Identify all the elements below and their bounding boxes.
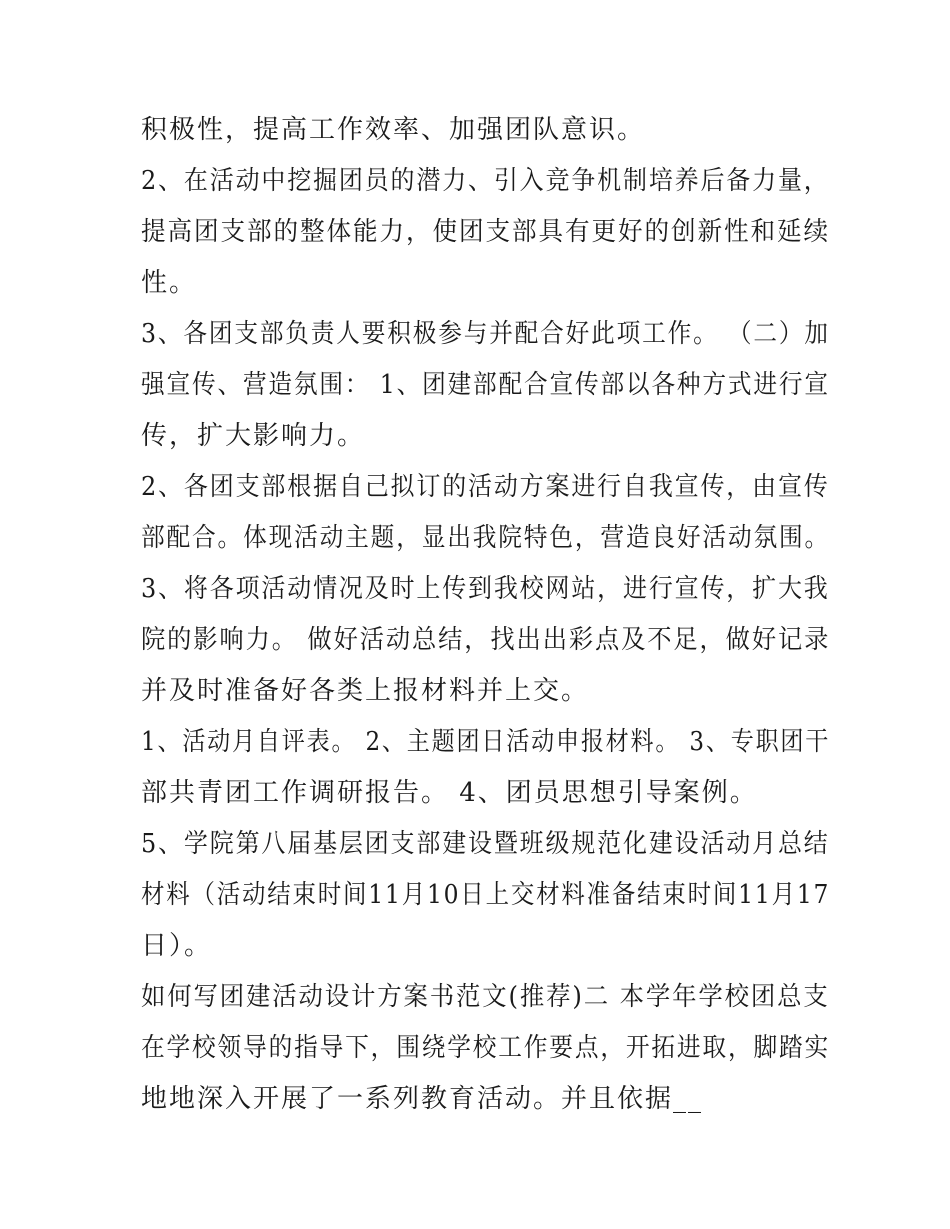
text-line: 1、活动月自评表。 2、主题团日活动申报材料。 3、专职团干 (141, 727, 831, 757)
text-line: 5、学院第八届基层团支部建设暨班级规范化建设活动月总结 (141, 829, 830, 859)
text-line: 提高团支部的整体能力，使团支部具有更好的创新性和延续 (141, 217, 830, 247)
text-line: 积极性，提高工作效率、加强团队意识。 (141, 115, 646, 145)
text-line: 日）。 (141, 931, 213, 961)
text-line: 2、在活动中挖掘团员的潜力、引入竞争机制培养后备力量， (141, 166, 830, 196)
text-line: 3、各团支部负责人要积极参与并配合好此项工作。 （二）加 (141, 319, 830, 349)
text-line: 强宣传、营造氛围： 1、团建部配合宣传部以各种方式进行宣 (141, 370, 830, 400)
text-line: 2、各团支部根据自己拟订的活动方案进行自我宣传，由宣传 (141, 472, 830, 502)
text-line: 部配合。体现活动主题，显出我院特色，营造良好活动氛围。 (141, 523, 831, 553)
text-line: 在学校领导的指导下，围绕学校工作要点，开拓进取，脚踏实 (141, 1033, 831, 1063)
text-line: 3、将各项活动情况及时上传到我校网站，进行宣传，扩大我 (141, 574, 830, 604)
text-line: 地地深入开展了一系列教育活动。并且依据__ (141, 1084, 704, 1114)
text-line: 并及时准备好各类上报材料并上交。 (141, 676, 590, 706)
text-line: 材料（活动结束时间11月10日上交材料准备结束时间11月17 (141, 880, 831, 910)
text-line: 如何写团建活动设计方案书范文(推荐)二 本学年学校团总支 (141, 982, 830, 1012)
text-line: 性。 (141, 268, 198, 298)
text-line: 部共青团工作调研报告。 4、团员思想引导案例。 (141, 778, 758, 808)
text-line: 传，扩大影响力。 (141, 421, 366, 451)
text-line: 院的影响力。 做好活动总结，找出出彩点及不足，做好记录 (141, 625, 831, 655)
